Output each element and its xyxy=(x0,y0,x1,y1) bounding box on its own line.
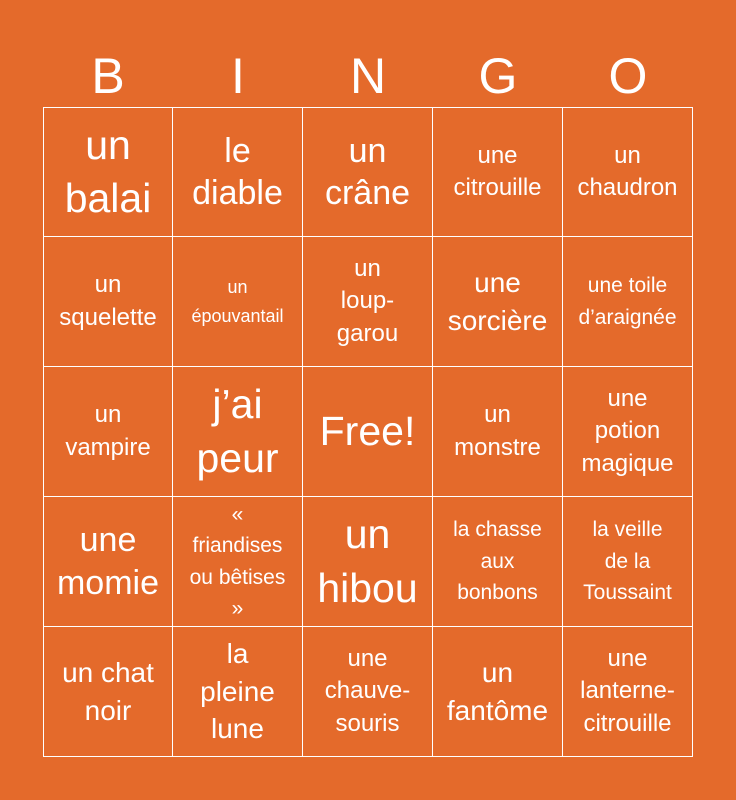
bingo-cell[interactable]: un vampire xyxy=(43,367,173,497)
bingo-cell[interactable]: un monstre xyxy=(433,367,563,497)
header-letter-n: N xyxy=(349,48,387,104)
bingo-cell[interactable]: un squelette xyxy=(43,237,173,367)
bingo-cell[interactable]: une citrouille xyxy=(433,107,563,237)
bingo-cell[interactable]: un hibou xyxy=(303,497,433,627)
header-letter-o: O xyxy=(608,48,648,104)
header-letter-g: G xyxy=(478,48,518,104)
bingo-cell[interactable]: j’ai peur xyxy=(173,367,303,497)
bingo-cell[interactable]: une chauve- souris xyxy=(303,627,433,757)
bingo-cell[interactable]: une momie xyxy=(43,497,173,627)
bingo-header xyxy=(43,44,693,108)
bingo-cell[interactable]: la pleine lune xyxy=(173,627,303,757)
bingo-cell[interactable]: un balai xyxy=(43,107,173,237)
bingo-cell[interactable]: un épouvantail xyxy=(173,237,303,367)
bingo-cell[interactable]: un chaudron xyxy=(563,107,693,237)
bingo-cell[interactable]: un crâne xyxy=(303,107,433,237)
header-letter-b: B xyxy=(91,48,125,104)
bingo-cell[interactable]: une potion magique xyxy=(563,367,693,497)
bingo-cell[interactable]: une toile d’araignée xyxy=(563,237,693,367)
header-letter-i: I xyxy=(231,48,245,104)
bingo-cell[interactable]: une sorcière xyxy=(433,237,563,367)
bingo-cell[interactable]: un fantôme xyxy=(433,627,563,757)
bingo-cell[interactable]: un loup- garou xyxy=(303,237,433,367)
free-space-cell[interactable]: Free! xyxy=(303,367,433,497)
bingo-cell[interactable]: « friandises ou bêtises » xyxy=(173,497,303,627)
bingo-cell[interactable]: la chasse aux bonbons xyxy=(433,497,563,627)
bingo-cell[interactable]: une lanterne- citrouille xyxy=(563,627,693,757)
bingo-cell[interactable]: la veille de la Toussaint xyxy=(563,497,693,627)
bingo-card-grid xyxy=(43,107,693,757)
bingo-cell[interactable]: un chat noir xyxy=(43,627,173,757)
bingo-cell[interactable]: le diable xyxy=(173,107,303,237)
